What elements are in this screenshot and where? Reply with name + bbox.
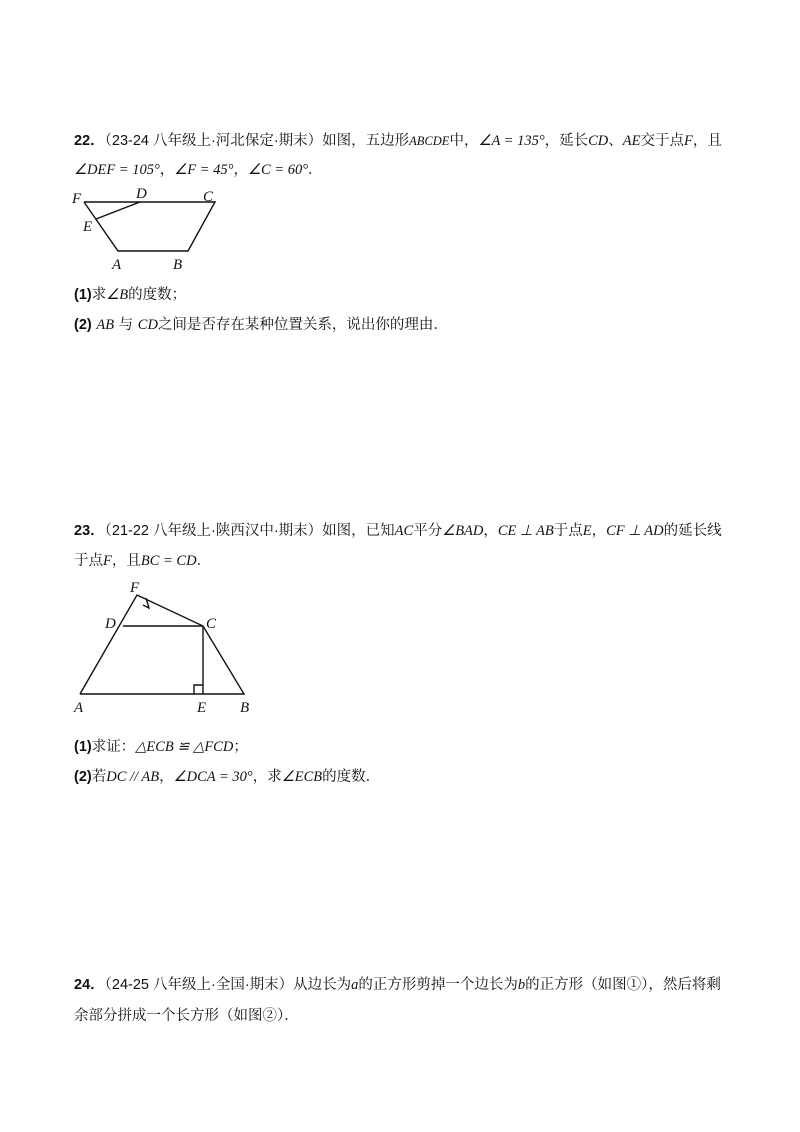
q23-trapezoid-figure — [70, 577, 270, 717]
segment-ed — [96, 202, 140, 219]
question-source: （23-24 八年级上·河北保定·期末） — [104, 133, 323, 149]
label-e: E — [197, 700, 207, 716]
q23-stem-line1: 23．（21-22 八年级上·陕西汉中·期末）如图，已知AC平分∠BAD，CE ⊥ AB于点E，CF ⊥ AD的延长线 — [74, 523, 722, 539]
q22-stem-line2: ∠DEF = 105°，∠F = 45°，∠C = 60°． — [74, 162, 323, 178]
q23-part1: (1)求证：△ECB ≌ △FCD； — [74, 739, 248, 755]
label-f: F — [72, 191, 82, 207]
q22-part2: (2) AB 与 CD之间是否存在某种位置关系，说出你的理由． — [74, 317, 448, 333]
right-angle-mark-e — [194, 685, 203, 694]
figure-outline — [80, 595, 244, 694]
label-a: A — [112, 257, 122, 273]
figure-outline — [84, 202, 215, 251]
q24-stem-line2: 余部分拼成一个长方形（如图②）． — [74, 1008, 299, 1024]
label-e: E — [83, 219, 93, 235]
q23-stem-line2: 于点F，且BC = CD． — [74, 553, 212, 569]
label-f: F — [130, 580, 140, 596]
question-number: 22． — [74, 133, 105, 149]
question-source: （24-25 八年级上·全国·期末） — [104, 977, 294, 993]
label-c: C — [203, 189, 214, 205]
label-b: B — [240, 700, 250, 716]
q24-stem-line1: 24．（24-25 八年级上·全国·期末）从边长为a的正方形剪掉一个边长为b的正方形（如图①），然后将剩 — [74, 977, 721, 993]
question-source: （21-22 八年级上·陕西汉中·期末） — [104, 523, 323, 539]
label-c: C — [206, 616, 217, 632]
label-d: D — [136, 186, 147, 202]
q22-part1: (1)求∠B的度数； — [74, 287, 187, 303]
q23-part2: (2)若DC // AB，∠DCA = 30°，求∠ECB的度数． — [74, 769, 381, 785]
question-number: 24． — [74, 977, 105, 993]
question-number: 23． — [74, 523, 105, 539]
q22-stem-line1: 22．（23-24 八年级上·河北保定·期末）如图，五边形ABCDE中，∠A = 135°，延长CD、AE交于点F，且 — [74, 133, 722, 149]
q22-pentagon-figure — [70, 185, 240, 275]
label-d: D — [105, 616, 116, 632]
label-a: A — [74, 700, 84, 716]
label-b: B — [173, 257, 183, 273]
